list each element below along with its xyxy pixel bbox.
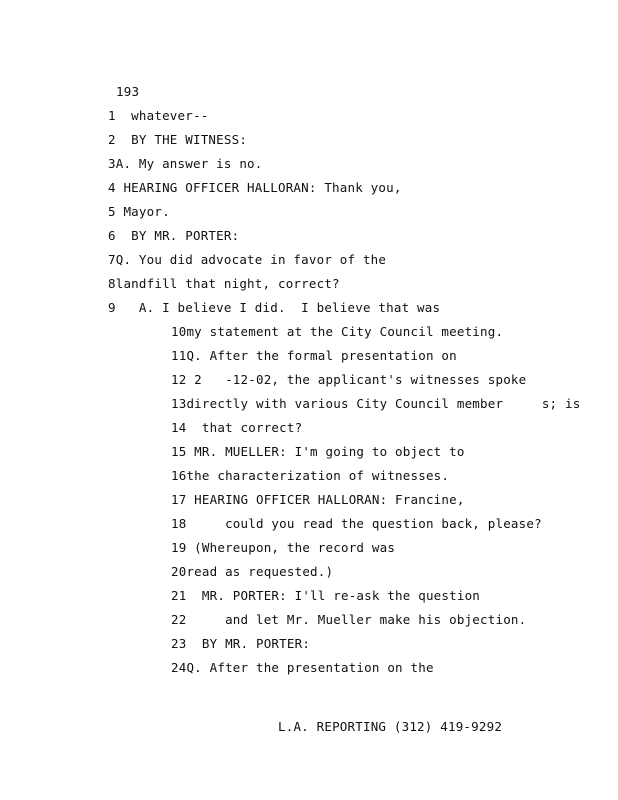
transcript-line-15: 15 MR. MUELLER: I'm going to object to bbox=[171, 444, 465, 459]
transcript-line-6: 6 BY MR. PORTER: bbox=[108, 228, 240, 243]
transcript-line-11: 11Q. After the formal presentation on bbox=[171, 348, 457, 363]
transcript-line-2: 2 BY THE WITNESS: bbox=[108, 132, 248, 147]
transcript-line-16: 16the characterization of witnesses. bbox=[171, 468, 450, 483]
transcript-line-4: 4 HEARING OFFICER HALLORAN: Thank you, bbox=[108, 180, 402, 195]
page-number: 193 bbox=[116, 84, 140, 99]
reporter-footer: L.A. REPORTING (312) 419-9292 bbox=[278, 719, 503, 734]
transcript-line-23: 23 BY MR. PORTER: bbox=[171, 636, 311, 651]
transcript-line-20: 20read as requested.) bbox=[171, 564, 334, 579]
transcript-line-13: 13directly with various City Council member s; is bbox=[171, 396, 581, 411]
transcript-line-17: 17 HEARING OFFICER HALLORAN: Francine, bbox=[171, 492, 465, 507]
transcript-line-24: 24Q. After the presentation on the bbox=[171, 660, 434, 675]
transcript-line-21: 21 MR. PORTER: I'll re-ask the question bbox=[171, 588, 481, 603]
transcript-line-19: 19 (Whereupon, the record was bbox=[171, 540, 396, 555]
transcript-line-10: 10my statement at the City Council meeting. bbox=[171, 324, 504, 339]
transcript-line-5: 5 Mayor. bbox=[108, 204, 170, 219]
transcript-line-12: 12 2 -12-02, the applicant's witnesses spoke bbox=[171, 372, 527, 387]
transcript-line-8: 8landfill that night, correct? bbox=[108, 276, 340, 291]
transcript-line-1: 1 whatever-- bbox=[108, 108, 209, 123]
transcript-line-7: 7Q. You did advocate in favor of the bbox=[108, 252, 387, 267]
transcript-line-18: 18 could you read the question back, please? bbox=[171, 516, 542, 531]
transcript-line-3: 3A. My answer is no. bbox=[108, 156, 263, 171]
transcript-line-22: 22 and let Mr. Mueller make his objection. bbox=[171, 612, 527, 627]
transcript-line-14: 14 that correct? bbox=[171, 420, 303, 435]
transcript-line-9: 9 A. I believe I did. I believe that was bbox=[108, 300, 441, 315]
